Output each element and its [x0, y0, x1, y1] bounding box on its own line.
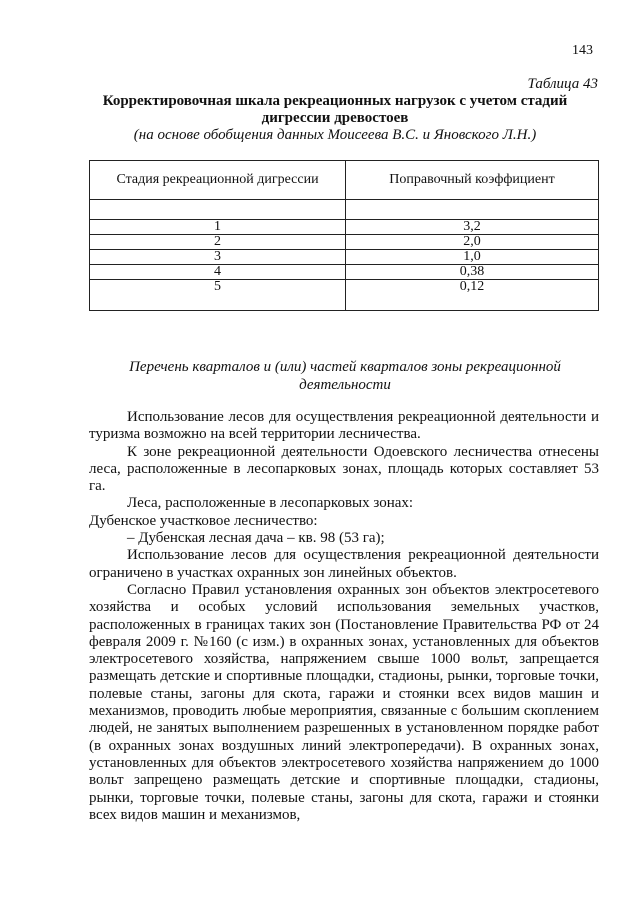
paragraph: К зоне рекреационной деятельности Одоевского лесничества отнесены леса, расположенные в лесопарковых зонах, площадь которых составляет 53 га.: [89, 443, 599, 495]
body-text: [89, 409, 599, 824]
paragraph: Использование лесов для осуществления рекреационной деятельности и туризма возможно на всей территории лесничества.: [89, 409, 599, 443]
paragraph: Леса, расположенные в лесопарковых зонах:: [127, 495, 414, 512]
table-label: Таблица 43: [527, 76, 598, 92]
table-row: [90, 220, 599, 235]
stage-cell: 1: [90, 220, 346, 235]
paragraph: Использование лесов для осуществления рекреационной деятельности ограничено в участках охранных зон линейных объектов.: [89, 547, 599, 581]
coefficient-table: [89, 160, 599, 311]
coef-cell: 1,0: [346, 250, 599, 265]
coef-cell: 3,2: [346, 220, 599, 235]
table-row: [90, 235, 599, 250]
stage-cell: 4: [90, 265, 346, 280]
table-row: [90, 250, 599, 265]
list-item: – Дубенская лесная дача – кв. 98 (53 га);: [127, 530, 385, 547]
title-subtitle: (на основе обобщения данных Моисеева В.С. и Яновского Л.Н.): [133, 127, 537, 143]
stage-cell: 2: [90, 235, 346, 250]
header-stage: Стадия рекреационной дигрессии: [90, 161, 346, 200]
stage-cell: 3: [90, 250, 346, 265]
title-line-2: дигрессии древостоев: [261, 110, 409, 126]
title-line-1: Корректировочная шкала рекреационных нагрузок с учетом стадий: [102, 93, 568, 109]
table-row: [90, 280, 599, 311]
stage-cell: 5: [90, 280, 346, 311]
paragraph: Согласно Правил установления охранных зон объектов электросетевого хозяйства и особых условий использования земельных участков, расположенных в границах таких зон (Постановление Правительства РФ от 24 февраля 2009 г. №160 (с изм.) в охранных зонах, установленных для объектов электросетевого хозяйства, напряжением свыше 1000 вольт, запрещается размещать детские и спортивные площадки, стадионы, рынки, торговые точки, полевые станы, загоны для скота, гаражи и стоянки всех видов машин и механизмов, проводить любые мероприятия, связанные с большим скоплением людей, не занятых выполнением разрешенных в установленном порядке работ (в охранных зонах воздушных линий электропередачи). В охранных зонах, установленных для объектов электросетевого хозяйства напряжением до 1000 вольт запрещено размещать детские и спортивные площадки, стадионы, рынки, торговые точки, полевые станы, загоны для скота, гаражи и стоянки всех видов машин и механизмов,: [89, 581, 599, 823]
paragraph: Дубенское участковое лесничество:: [89, 512, 318, 529]
page-number: 143: [572, 43, 593, 58]
table-title: [70, 93, 600, 144]
coef-cell: 2,0: [346, 235, 599, 250]
list-heading: [90, 358, 600, 394]
list-heading-line-1: Перечень кварталов и (или) частей кварталов зоны рекреационной: [129, 359, 561, 375]
table-row: [90, 265, 599, 280]
list-heading-line-2: деятельности: [299, 377, 391, 393]
coef-cell: 0,38: [346, 265, 599, 280]
table-row-empty: [90, 200, 599, 220]
coef-cell: 0,12: [346, 280, 599, 311]
header-coefficient: Поправочный коэффициент: [346, 161, 599, 200]
